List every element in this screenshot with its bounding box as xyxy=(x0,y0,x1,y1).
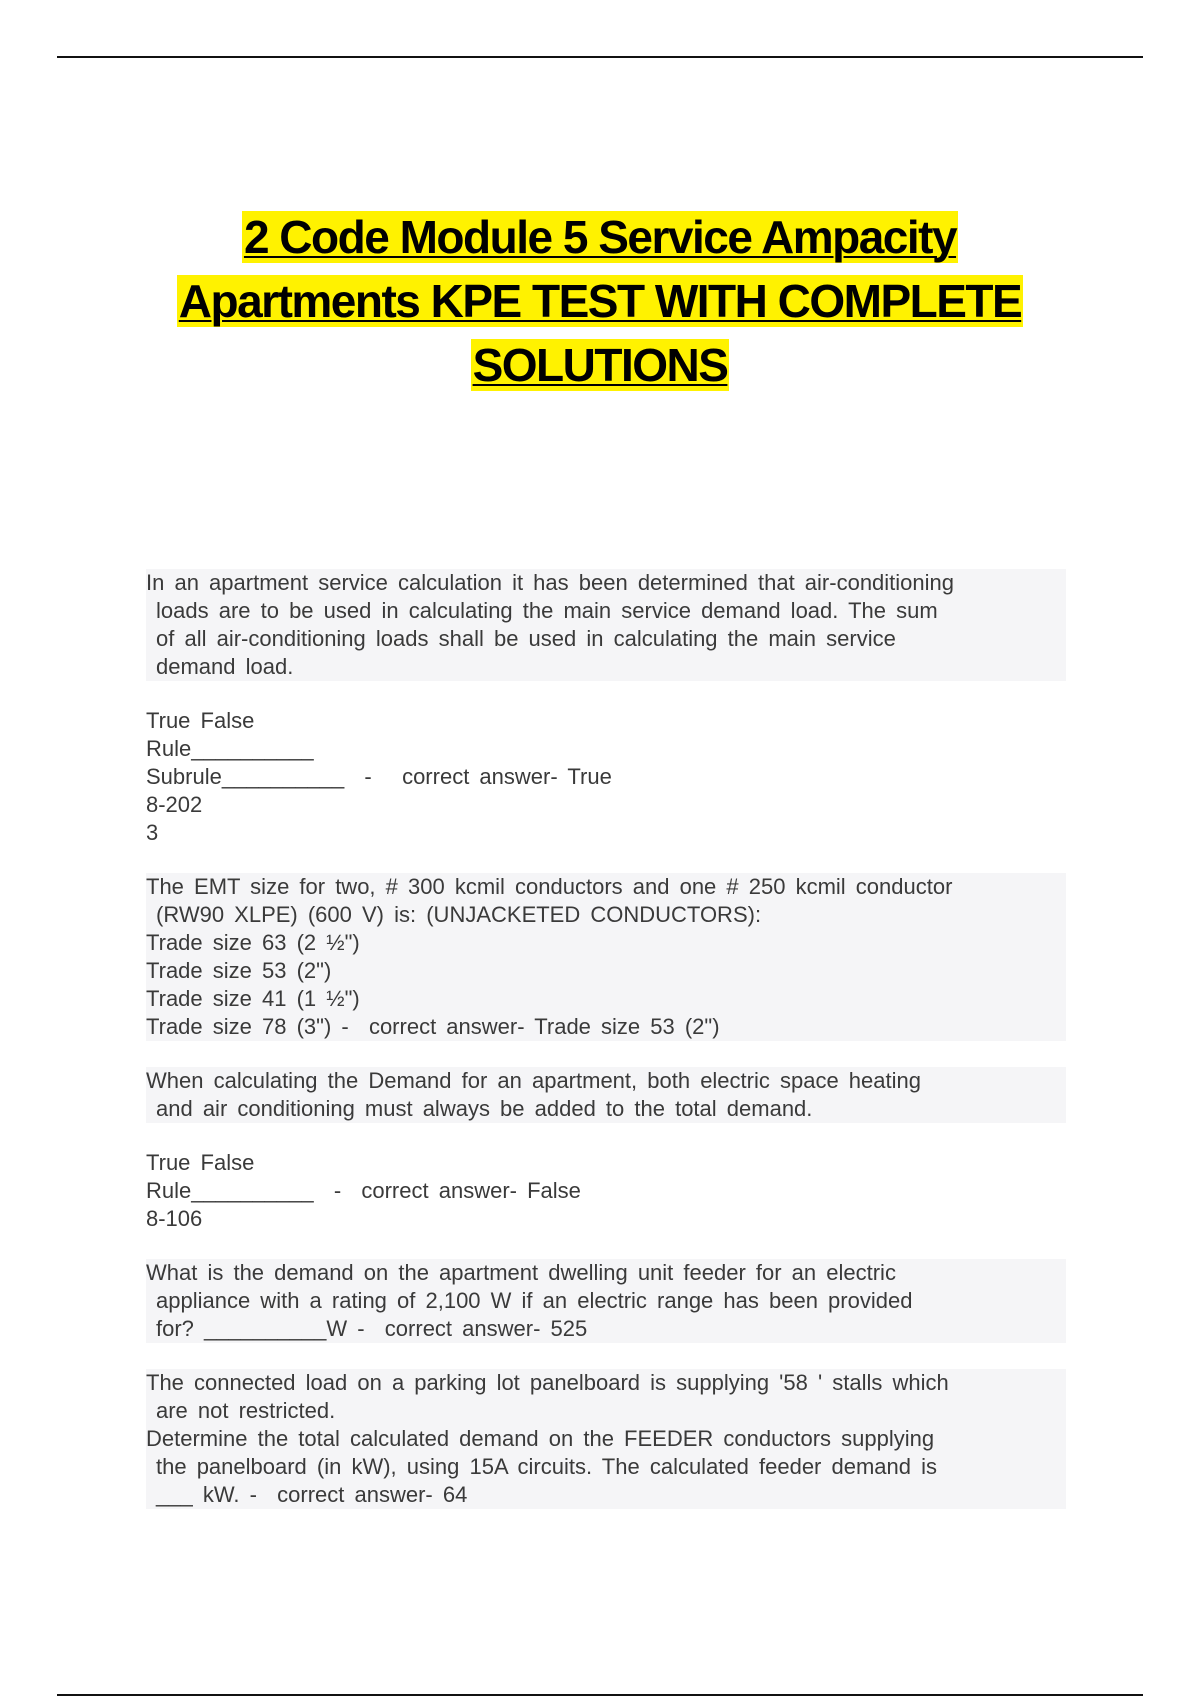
question-1-answer xyxy=(146,707,1066,847)
text-line: Trade size 63 (2 ½") xyxy=(146,929,1066,957)
question-1-text xyxy=(146,569,1066,681)
title-line-3: SOLUTIONS xyxy=(472,339,728,391)
text-line: 8-202 xyxy=(146,792,203,817)
text-line: Determine the total calculated demand on the FEEDER conductors supplying xyxy=(146,1425,1066,1453)
text-line: and air conditioning must always be added to the total demand. xyxy=(146,1095,1066,1123)
text-line: ___ kW. - correct answer- 64 xyxy=(146,1481,1066,1509)
text-line: demand load. xyxy=(146,653,1066,681)
text-line: 8-106 xyxy=(146,1206,203,1231)
question-3-text xyxy=(146,1067,1066,1123)
text-line: In an apartment service calculation it has been determined that air-conditioning xyxy=(146,569,1066,597)
text-line: appliance with a rating of 2,100 W if an electric range has been provided xyxy=(146,1287,1066,1315)
question-2 xyxy=(146,873,1066,1041)
text-line: Trade size 41 (1 ½") xyxy=(146,985,1066,1013)
text-line: What is the demand on the apartment dwelling unit feeder for an electric xyxy=(146,1259,1066,1287)
text-line: The connected load on a parking lot panelboard is supplying '58 ' stalls which xyxy=(146,1369,1066,1397)
bottom-rule xyxy=(57,1694,1143,1696)
text-line: When calculating the Demand for an apartment, both electric space heating xyxy=(146,1067,1066,1095)
title-line-2: Apartments KPE TEST WITH COMPLETE xyxy=(178,275,1022,327)
document-body xyxy=(146,569,1066,1535)
text-line: (RW90 XLPE) (600 V) is: (UNJACKETED CONDUCTORS): xyxy=(146,901,1066,929)
text-line: 3 xyxy=(146,820,159,845)
text-line: the panelboard (in kW), using 15A circuits. The calculated feeder demand is xyxy=(146,1453,1066,1481)
text-line: Trade size 78 (3") - correct answer- Trade size 53 (2") xyxy=(146,1013,1066,1041)
question-4 xyxy=(146,1259,1066,1343)
text-line: Rule__________ xyxy=(146,736,314,761)
text-line: True False xyxy=(146,708,255,733)
text-line: Trade size 53 (2") xyxy=(146,957,1066,985)
question-5 xyxy=(146,1369,1066,1509)
text-line: True False xyxy=(146,1150,255,1175)
text-line: The EMT size for two, # 300 kcmil conductors and one # 250 kcmil conductor xyxy=(146,873,1066,901)
text-line: are not restricted. xyxy=(146,1397,1066,1425)
text-line: Rule__________ - correct answer- False xyxy=(146,1178,581,1203)
title-line-1: 2 Code Module 5 Service Ampacity xyxy=(243,211,957,263)
text-line: for? __________W - correct answer- 525 xyxy=(146,1315,1066,1343)
top-rule xyxy=(57,56,1143,58)
text-line: Subrule__________ - correct answer- True xyxy=(146,764,612,789)
document-title xyxy=(100,205,1100,397)
text-line: of all air-conditioning loads shall be used in calculating the main service xyxy=(146,625,1066,653)
question-3-answer xyxy=(146,1149,1066,1233)
text-line: loads are to be used in calculating the main service demand load. The sum xyxy=(146,597,1066,625)
